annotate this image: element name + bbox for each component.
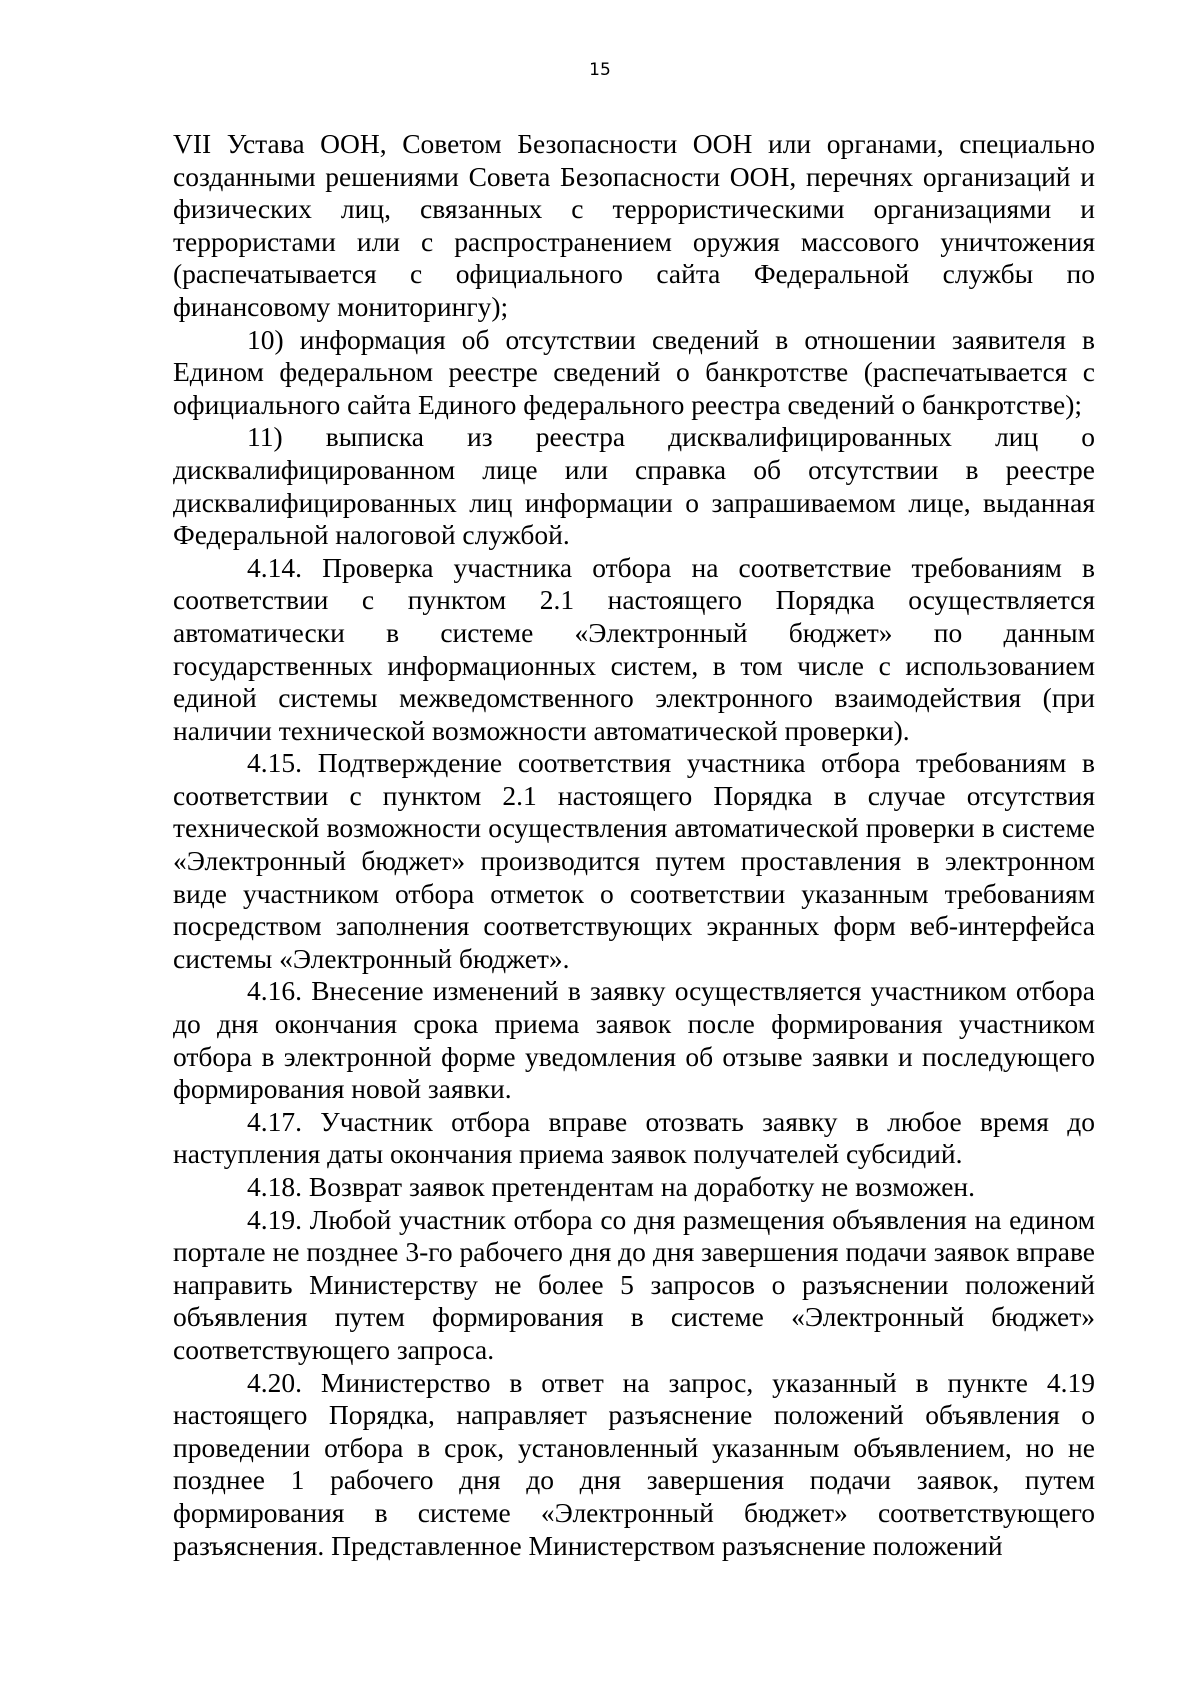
clause-4-17: 4.17. Участник отбора вправе отозвать заявку в любое время до наступления даты окончания приема заявок получателей субсидий. (173, 1105, 1095, 1170)
list-item-10: 10) информация об отсутствии сведений в отношении заявителя в Едином федеральном реестре сведений о банкротстве (распечатывается с официального сайта Единого федерального реестра сведений о банкротстве); (173, 323, 1095, 420)
list-item-11: 11) выписка из реестра дисквалифицированных лиц о дисквалифицированном лице или справка об отсутствии в реестре дисквалифицированных лиц информации о запрашиваемом лице, выданная Федеральной налоговой службой. (173, 421, 1095, 551)
clause-4-15: 4.15. Подтверждение соответствия участника отбора требованиям в соответствии с пунктом 2.1 настоящего Порядка в случае отсутствия технической возможности осуществления автоматической проверки в системе «Электронный бюджет» производится путем проставления в электронном виде участником отбора отметок о соответствии указанным требованиям посредством заполнения соответствующих экранных форм веб-интерфейса системы «Электронный бюджет». (173, 747, 1095, 974)
clause-4-20: 4.20. Министерство в ответ на запрос, указанный в пункте 4.19 настоящего Порядка, направляет разъяснение положений объявления о проведении отбора в срок, установленный указанным объявлением, но не позднее 1 рабочего дня до дня завершения подачи заявок, путем формирования в системе «Электронный бюджет» соответствующего разъяснения. Представленное Министерством разъяснение положений (173, 1366, 1095, 1561)
clause-4-19: 4.19. Любой участник отбора со дня размещения объявления на едином портале не позднее 3-го рабочего дня до дня завершения подачи заявок вправе направить Министерству не более 5 запросов о разъяснении положений объявления путем формирования в системе «Электронный бюджет» соответствующего запроса. (173, 1203, 1095, 1365)
clause-4-16: 4.16. Внесение изменений в заявку осуществляется участником отбора до дня окончания срока приема заявок после формирования участником отбора в электронной форме уведомления об отзыве заявки и последующего формирования новой заявки. (173, 975, 1095, 1105)
clause-4-14: 4.14. Проверка участника отбора на соответствие требованиям в соответствии с пунктом 2.1 настоящего Порядка осуществляется автоматически в системе «Электронный бюджет» по данным государственных информационных систем, в том числе с использованием единой системы межведомственного электронного взаимодействия (при наличии технической возможности автоматической проверки). (173, 551, 1095, 746)
document-body (173, 128, 1095, 1562)
page-number: 15 (589, 60, 611, 80)
clause-4-18: 4.18. Возврат заявок претендентам на доработку не возможен. (247, 1171, 976, 1202)
paragraph-continuation: VII Устава ООН, Советом Безопасности ООН или органами, специально созданными решениями Совета Безопасности ООН, перечнях организаций и физических лиц, связанных с террористическими организациями и террористами или с распространением оружия массового уничтожения (распечатывается с официального сайта Федеральной службы по финансовому мониторингу); (173, 128, 1095, 322)
